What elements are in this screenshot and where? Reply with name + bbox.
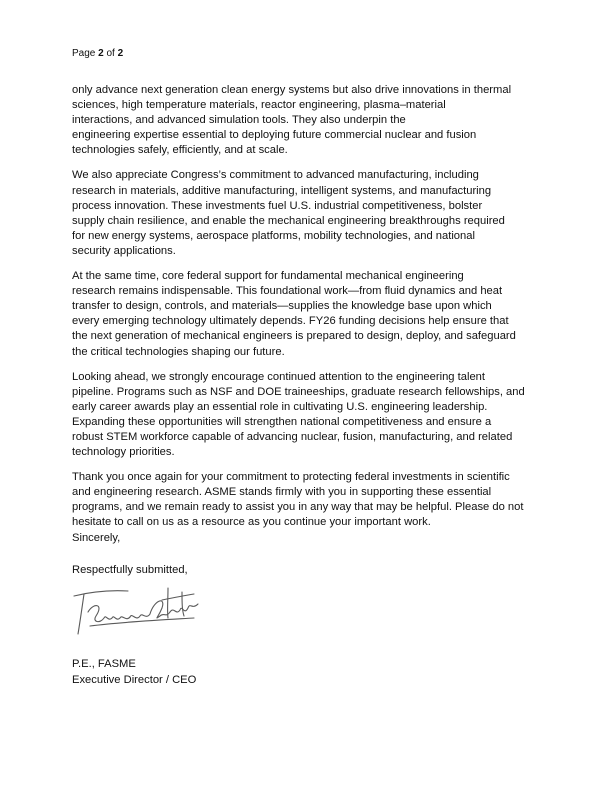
paragraph-advanced-manufacturing [72, 168, 544, 259]
signature-stroke [78, 594, 84, 634]
signature-stroke [130, 614, 150, 618]
text-line: At the same time, core federal support for fundamental mechanical engineering [72, 270, 464, 283]
text-line: research remains indispensable. This foundational work—from fluid dynamics and heat [72, 285, 503, 298]
text-line: and engineering research. ASME stands firmly with you in supporting these essential [72, 486, 492, 499]
text-line: every emerging technology ultimately depends. FY26 funding decisions help ensure that [72, 315, 509, 328]
text-line: robust STEM workforce capable of advancing nuclear, fusion, manufacturing, and related [72, 430, 513, 443]
signer-credentials: P.E., FASME [72, 658, 136, 670]
text-line: only advance next generation clean energy systems but also drive innovations in thermal [72, 84, 512, 96]
text-line: Looking ahead, we strongly encourage continued attention to the engineering talent [72, 370, 485, 383]
text-line: the next generation of mechanical engineers is prepared to design, deploy, and safeguard [72, 330, 516, 343]
text-line: transfer to design, controls, and materials—supplies the knowledge base upon which [72, 300, 492, 313]
page-label: Page [72, 48, 96, 59]
signature-stroke [90, 618, 194, 626]
text-line: supply chain resilience, and enable the mechanical engineering breakthroughs required [72, 214, 505, 227]
text-line: sciences, high temperature materials, reactor engineering, plasma–material [72, 99, 446, 112]
paragraph-talent-pipeline [72, 370, 544, 461]
page-current: 2 [98, 48, 104, 59]
text-line: Thank you once again for your commitment to protecting federal investments in scientific [72, 471, 510, 484]
text-line: research in materials, additive manufacturing, intelligent systems, and manufacturing [72, 184, 492, 197]
closing-respectfully: Respectfully submitted, [72, 564, 188, 576]
page-number [72, 48, 123, 60]
text-line: process innovation. These investments fuel U.S. industrial competitiveness, bolster [72, 199, 483, 212]
text-line: for new energy systems, aerospace platforms, mobility technologies, and national [72, 229, 475, 242]
text-line: programs, and we remain ready to assist you in any way that may be helpful. Please do not [72, 501, 524, 514]
text-line: We also appreciate Congress’s commitment to advanced manufacturing, including [72, 169, 479, 182]
text-line: engineering expertise essential to deploying future commercial nuclear and fusion [72, 129, 477, 142]
text-line: security applications. [72, 244, 176, 257]
text-line: early career awards play an essential role in cultivating U.S. engineering leadership. [72, 400, 488, 413]
letter-body [72, 83, 544, 546]
text-line: Expanding these opportunities will strengthen national competitiveness and ensure a [72, 415, 492, 428]
text-line: technologies safely, efficiently, and at scale. [72, 144, 288, 157]
signature-stroke [150, 601, 170, 618]
signature-stroke [162, 594, 194, 600]
text-line: interactions, and advanced simulation tools. They also underpin the [72, 114, 406, 127]
handwritten-signature [70, 582, 202, 640]
text-line: technology priorities. [72, 446, 175, 459]
signature-stroke [88, 606, 130, 622]
paragraph-energy-systems [72, 83, 544, 158]
closing-sincerely: Sincerely, [72, 531, 121, 544]
text-line: the critical technologies shaping our future. [72, 345, 285, 358]
page-of: of [106, 48, 115, 59]
signer-title: Executive Director / CEO [72, 673, 197, 686]
page-total: 2 [117, 48, 124, 59]
text-line: pipeline. Programs such as NSF and DOE traineeships, graduate research fellowships, and [72, 385, 525, 398]
text-line: hesitate to call on us as a resource as you continue your important work. [72, 516, 431, 529]
signature-stroke [170, 604, 198, 612]
paragraph-thank-you [72, 470, 544, 545]
paragraph-fundamental-research [72, 269, 544, 360]
signature-stroke [74, 591, 128, 596]
signer-block [72, 657, 196, 688]
